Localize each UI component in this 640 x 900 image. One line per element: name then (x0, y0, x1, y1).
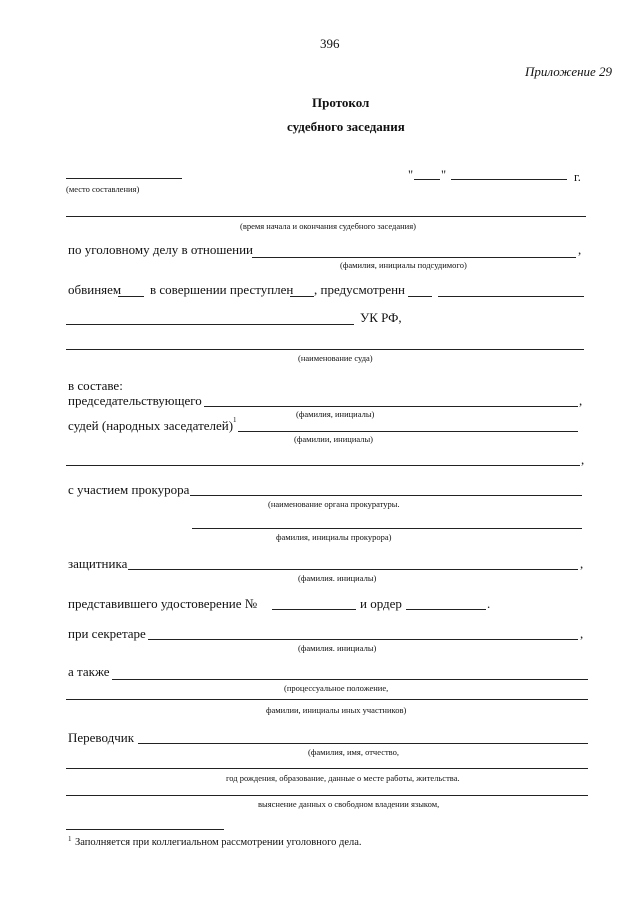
translator-line-3 (66, 795, 588, 796)
year-suffix: г. (574, 170, 581, 184)
date-month-line (451, 179, 567, 180)
translator-caption-1: (фамилия, имя, отчество, (308, 747, 400, 757)
prosecutor-caption-2: фамилия, инициалы прокурора) (276, 532, 392, 542)
prosecutor-line (190, 495, 582, 496)
secretary-end: , (580, 626, 584, 641)
provided-ending-line (408, 296, 432, 297)
title-line-1: Протокол (312, 95, 370, 110)
order-number-line (406, 609, 486, 610)
time-line (66, 216, 586, 217)
case-label: по уголовному делу в отношении (68, 242, 253, 257)
prosecutor-label: с участием прокурора (68, 482, 190, 497)
others-caption-2: фамилии, инициалы иных участников) (266, 705, 407, 715)
crime-ending-line (290, 296, 314, 297)
presiding-caption: (фамилия, инициалы) (296, 409, 375, 419)
date-quote-open: " (408, 168, 414, 182)
prosecutor-caption-1: (наименование органа прокуратуры. (268, 499, 400, 509)
others-label: а также (68, 664, 110, 679)
secretary-label: при секретаре (68, 626, 146, 641)
accused-ending-line (118, 296, 144, 297)
presiding-label: председательствующего (68, 393, 202, 408)
others-caption-1: (процессуальное положение, (284, 683, 389, 693)
judges-line-2 (66, 465, 580, 466)
judges-line (238, 431, 578, 432)
defender-caption: (фамилия. инициалы) (298, 573, 377, 583)
certificate-label: представившего удостоверение № (68, 596, 258, 611)
title-line-2: судебного заседания (287, 119, 405, 134)
place-caption: (место составления) (66, 184, 140, 194)
translator-caption-2: год рождения, образование, данные о месте работы, жительства. (226, 773, 460, 783)
page-number: 396 (320, 36, 340, 51)
defendant-caption: (фамилия, инициалы подсудимого) (340, 260, 467, 270)
article-part-line (438, 296, 584, 297)
prosecutor-line-2 (192, 528, 582, 529)
court-caption: (наименование суда) (298, 353, 373, 363)
footnote-text: Заполняется при коллегиальном рассмотрении уголовного дела. (75, 837, 362, 848)
secretary-caption: (фамилия. инициалы) (298, 643, 377, 653)
footnote-marker: 1 (68, 835, 72, 843)
order-label: и ордер (360, 596, 402, 611)
article-line (66, 324, 354, 325)
defendant-line (252, 257, 576, 258)
case-end: , (578, 242, 582, 257)
translator-line (138, 743, 588, 744)
presiding-line (204, 406, 578, 407)
judges-footnote-marker: 1 (233, 416, 237, 424)
time-caption: (время начала и окончания судебного заседания) (240, 221, 416, 231)
composition-label: в составе: (68, 378, 123, 393)
date-day-line (414, 179, 440, 180)
judges-caption: (фамилии, инициалы) (294, 434, 374, 444)
uk-rf-label: УК РФ, (360, 310, 402, 325)
appendix-label: Приложение 29 (525, 64, 613, 79)
presiding-end: , (579, 393, 583, 408)
footnote-separator (66, 829, 224, 830)
defender-end: , (580, 556, 584, 571)
crime-label: в совершении преступлен (150, 282, 294, 297)
place-line (66, 178, 182, 179)
translator-label: Переводчик (68, 730, 135, 745)
secretary-line (148, 639, 578, 640)
court-line (66, 349, 584, 350)
certificate-end: . (487, 596, 491, 611)
others-line (112, 679, 588, 680)
certificate-number-line (272, 609, 356, 610)
judges-end: , (581, 452, 585, 467)
judges-label: судей (народных заседателей) (68, 418, 234, 433)
date-quote-close: " (441, 168, 447, 182)
provided-label: , предусмотренн (314, 282, 406, 297)
translator-line-2 (66, 768, 588, 769)
defender-line (128, 569, 578, 570)
defender-label: защитника (68, 556, 128, 571)
others-line-2 (66, 699, 588, 700)
translator-caption-3: выяснение данных о свободном владении языком, (258, 799, 440, 809)
accused-label: обвиняем (68, 282, 122, 297)
